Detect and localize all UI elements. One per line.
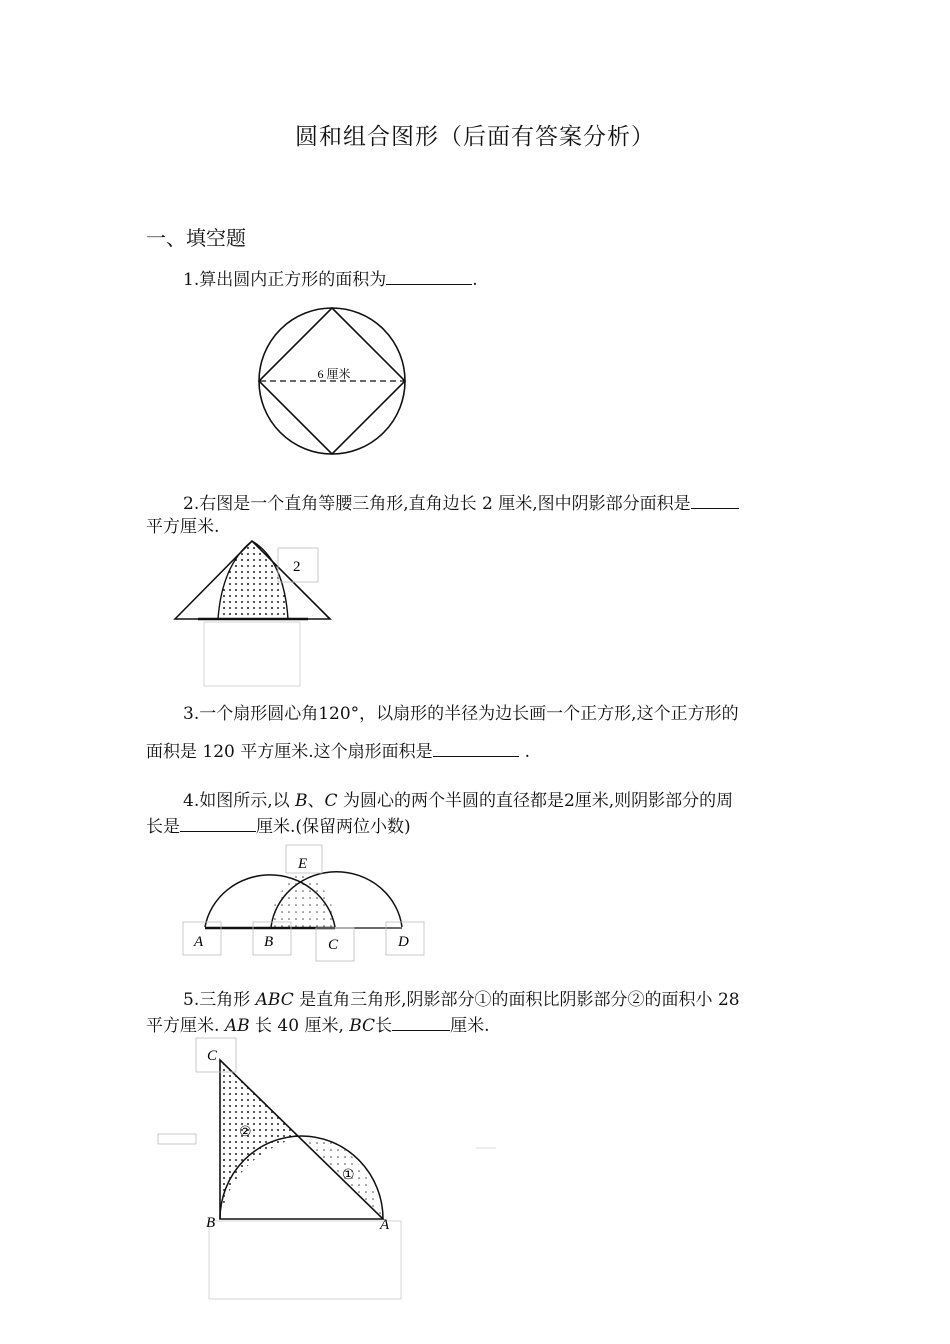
figure-4 [183, 845, 424, 961]
figure-1 [259, 308, 405, 454]
figure-4-label-e: E [298, 856, 308, 872]
question-2-line-2: 平方厘米. [146, 517, 220, 537]
figure-5-label-two: ② [239, 1124, 252, 1140]
answer-blank-5[interactable] [392, 1012, 450, 1031]
question-4-text-b: 为圆心的两个半圆的直径都是2厘米,则阴影部分的周 [342, 791, 734, 811]
question-5-triangle-name: ABC [255, 990, 294, 1010]
question-4-line-1 [183, 789, 733, 814]
question-4-point-c: C [324, 791, 338, 811]
question-3-text: 面积是 120 平方厘米.这个扇形面积是 [146, 742, 433, 762]
question-3-line-1: 3.一个扇形圆心角120°，以扇形的半径为边长画一个正方形,这个正方形的 [183, 704, 739, 724]
answer-blank-3[interactable] [433, 738, 519, 757]
question-2-line-1 [183, 490, 739, 517]
question-5-text-f: 厘米. [450, 1016, 490, 1036]
question-4-line-2 [146, 813, 411, 840]
page-title: 圆和组合图形（后面有答案分析） [295, 124, 655, 150]
figure-5-shaded-region-2 [220, 1060, 298, 1219]
question-4-text-c: 长是 [146, 817, 180, 837]
figure-4-label-c: C [328, 937, 339, 953]
question-5-text-d: 长 40 厘米, [255, 1016, 344, 1036]
figure-5-label-b: B [206, 1215, 216, 1231]
figure-4-label-a: A [194, 934, 204, 950]
figure-4-label-b: B [264, 934, 274, 950]
figure-2-shaded-region [218, 541, 288, 619]
question-5-text-b: 是直角三角形,阴影部分①的面积比阴影部分②的面积小 28 [299, 990, 740, 1010]
question-4-separator: 、 [307, 791, 325, 811]
question-3-end: . [524, 742, 531, 762]
question-4-text-d: 厘米.(保留两位小数) [256, 817, 411, 837]
figure-2-side-label: 2 [293, 559, 301, 575]
question-5-side-ab: AB [224, 1016, 250, 1036]
section-heading: 一、填空题 [146, 226, 246, 250]
question-1-text: 1.算出圆内正方形的面积为 [183, 270, 387, 290]
question-4-point-b: B [295, 791, 308, 811]
figure-1-diameter-label: 6 厘米 [317, 367, 351, 381]
question-2-text: 2.右图是一个直角等腰三角形,直角边长 2 厘米,图中阴影部分面积是 [183, 494, 691, 514]
figure-4-label-d: D [398, 934, 409, 950]
figure-5 [158, 1038, 496, 1299]
question-5-text-a: 5.三角形 [183, 990, 251, 1010]
question-1-end: . [472, 270, 478, 290]
question-5-line-1 [183, 988, 740, 1013]
figure-5-label-one: ① [342, 1167, 355, 1183]
question-4-text-a: 4.如图所示,以 [183, 791, 290, 811]
answer-blank-4[interactable] [180, 813, 256, 832]
question-3-line-2 [146, 738, 530, 765]
question-5-text-e: 长 [375, 1016, 393, 1036]
figure-2-placeholder-box [204, 622, 300, 686]
figure-5-label-a: A [380, 1217, 390, 1233]
figure-4-shaded-region [271, 871, 335, 927]
question-5-side-bc: BC [349, 1016, 376, 1036]
figure-5-label-c: C [207, 1048, 218, 1064]
question-5-line-2 [146, 1012, 489, 1039]
answer-blank-2[interactable] [691, 490, 739, 509]
question-5-text-c: 平方厘米. [146, 1016, 220, 1036]
figure-2 [175, 541, 330, 686]
